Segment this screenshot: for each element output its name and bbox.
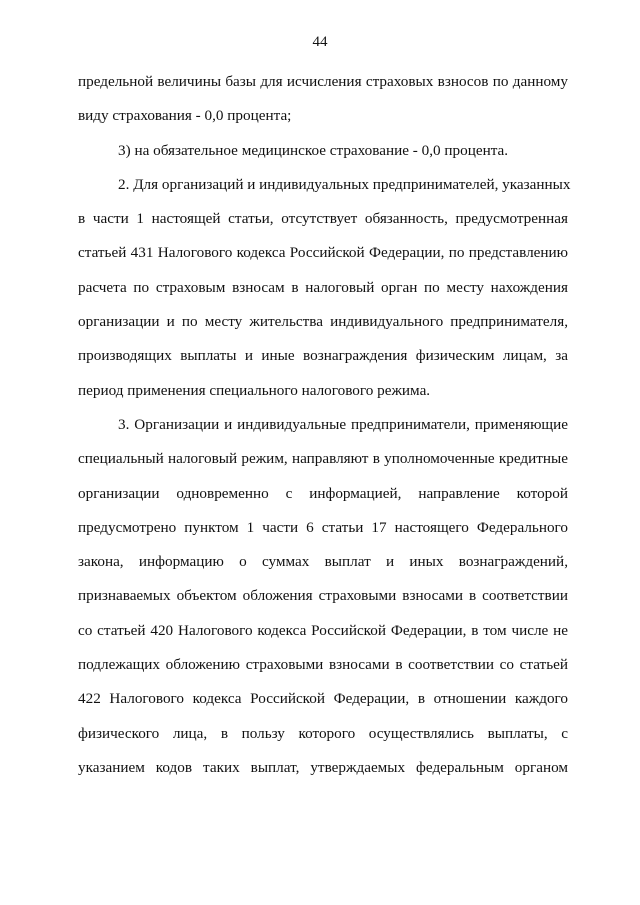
text-line: организации и по месту жительства индивидуального предпринимателя, (78, 313, 568, 331)
text-line: подлежащих обложению страховыми взносами в соответствии со статьей (78, 656, 568, 674)
text-line: предусмотрено пунктом 1 части 6 статьи 17 настоящего Федерального (78, 518, 568, 536)
text-line: 422 Налогового кодекса Российской Федерации, в отношении каждого (78, 690, 568, 708)
text-line: в части 1 настоящей статьи, отсутствует обязанность, предусмотренная (78, 210, 568, 228)
text-line: производящих выплаты и иные вознаграждения физическим лицам, за (78, 347, 568, 365)
text-line: со статьей 420 Налогового кодекса Российской Федерации, в том числе не (78, 621, 568, 639)
text-line: специальный налоговый режим, направляют в уполномоченные кредитные (78, 450, 568, 468)
text-line: предельной величины базы для исчисления страховых взносов по данному (78, 73, 568, 90)
text-line: 3) на обязательное медицинское страхование - 0,0 процента. (118, 141, 509, 159)
text-line: расчета по страховым взносам в налоговый орган по месту нахождения (78, 278, 568, 296)
text-line: организации одновременно с информацией, направление которой (78, 484, 568, 502)
text-line: закона, информацию о суммах выплат и иных вознаграждений, (78, 553, 568, 571)
text-line: 2. Для организаций и индивидуальных предпринимателей, указанных (118, 175, 571, 193)
text-line: указанием кодов таких выплат, утверждаемых федеральным органом (78, 758, 568, 776)
document-body (78, 72, 571, 792)
text-line: виду страхования - 0,0 процента; (78, 107, 292, 125)
text-line: статьей 431 Налогового кодекса Российской Федерации, по представлению (78, 244, 568, 262)
text-line: период применения специального налогового режима. (78, 381, 431, 399)
text-line: признаваемых объектом обложения страховыми взносами в соответствии (78, 587, 568, 605)
text-line: физического лица, в пользу которого осуществлялись выплаты, с (78, 724, 568, 742)
page-number: 44 (312, 34, 328, 50)
text-line: 3. Организации и индивидуальные предприниматели, применяющие (118, 415, 568, 433)
